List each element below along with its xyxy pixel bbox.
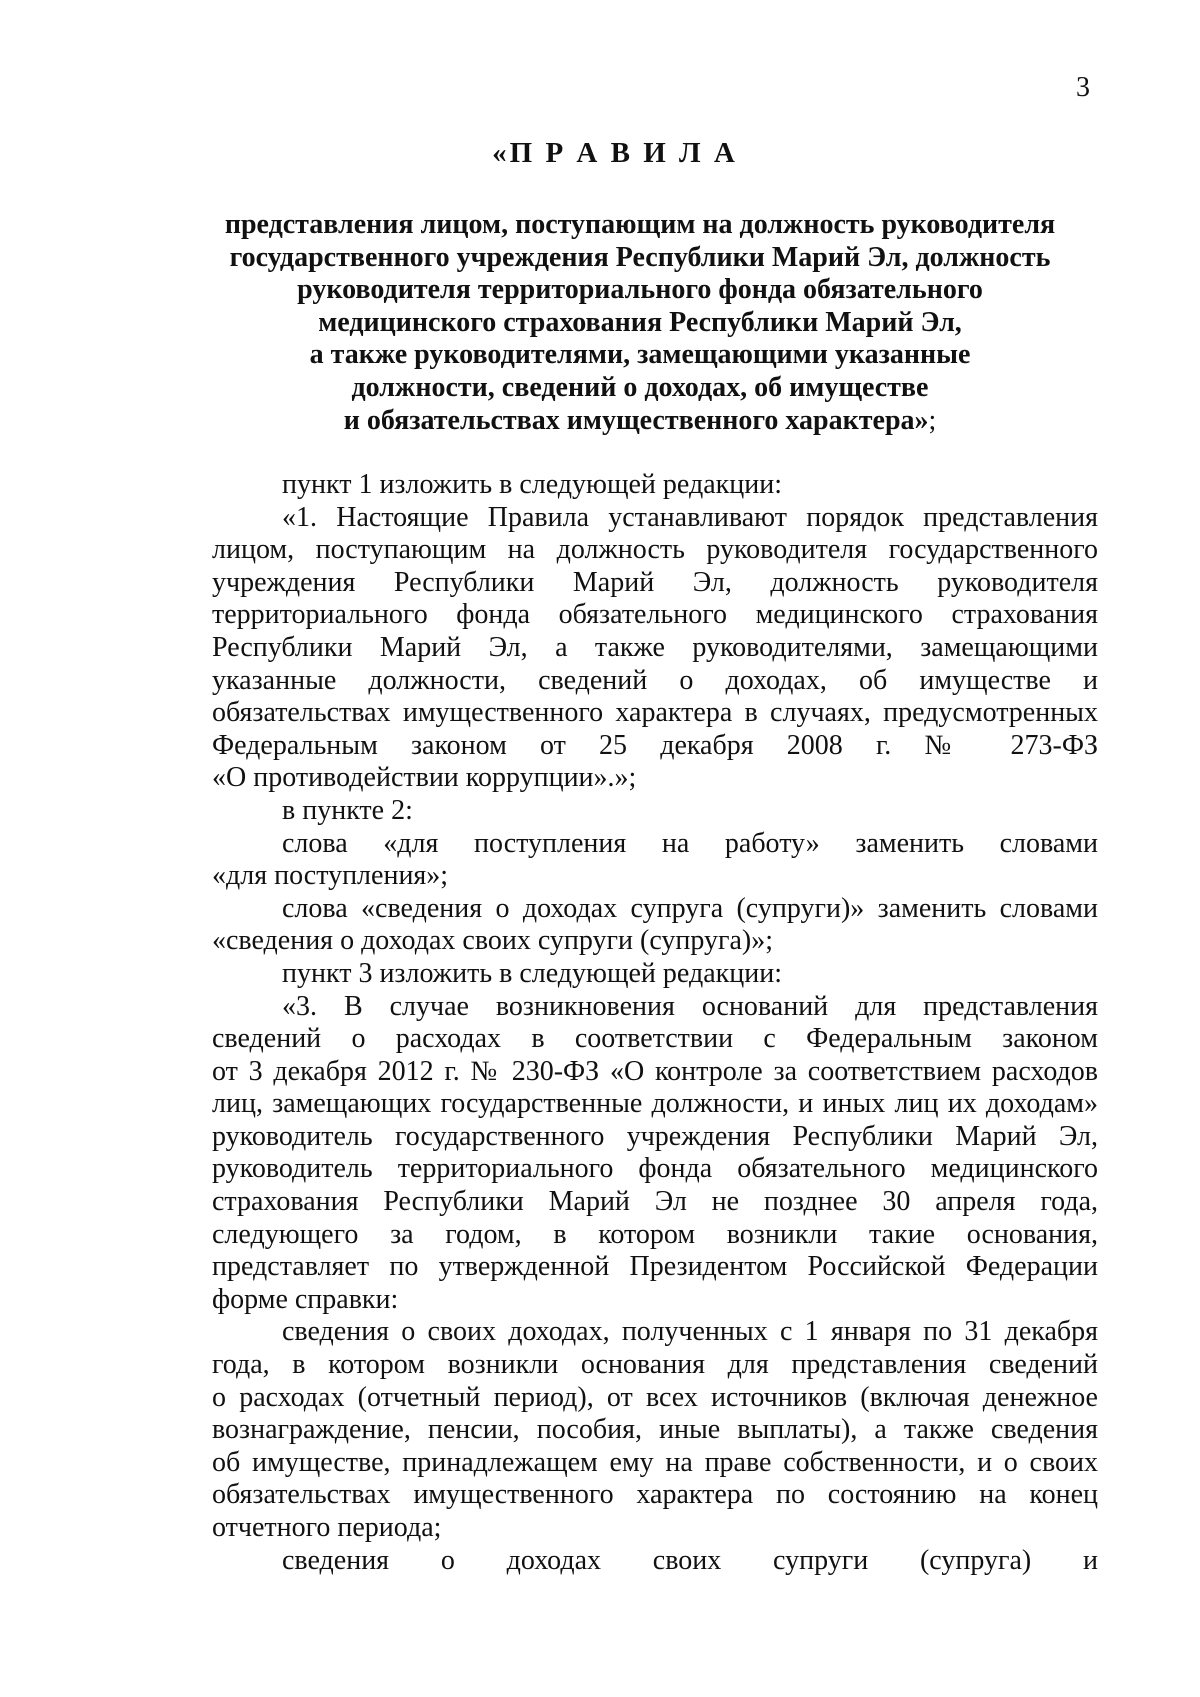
body-line: от 3 декабря 2012 г. № 230-ФЗ «О контроле за соответствием расходов bbox=[212, 1055, 1098, 1087]
document-title: «П Р А В И Л А bbox=[492, 137, 738, 169]
body-line: года, в котором возникли основания для представления сведений bbox=[212, 1349, 1098, 1381]
subtitle-line: медицинского страхования Республики Марий Эл, bbox=[318, 306, 962, 338]
body-line: в пункте 2: bbox=[282, 794, 413, 826]
body-line: сведений о расходах в соответствии с Федеральным законом bbox=[212, 1023, 1098, 1055]
body-line: отчетного периода; bbox=[212, 1512, 442, 1543]
body-line: «сведения о доходах своих супруги (супруга)»; bbox=[212, 925, 774, 957]
document-subtitle bbox=[200, 209, 1080, 437]
body-line: «1. Настоящие Правила устанавливают порядок представления bbox=[282, 501, 1098, 533]
body-line: пункт 1 изложить в следующей редакции: bbox=[282, 469, 782, 500]
body-line: лиц, замещающих государственные должности, и иных лиц их доходам» bbox=[212, 1088, 1098, 1120]
body-line: учреждения Республики Марий Эл, должность руководителя bbox=[212, 566, 1098, 598]
body-line: пункт 3 изложить в следующей редакции: bbox=[282, 957, 782, 989]
body-line: указанные должности, сведений о доходах, об имуществе и bbox=[212, 664, 1098, 696]
subtitle-line-text: и обязательствах имущественного характера» bbox=[343, 404, 929, 436]
body-line: страхования Республики Марий Эл не позднее 30 апреля года, bbox=[212, 1186, 1098, 1218]
subtitle-line: государственного учреждения Республики Марий Эл, должность bbox=[229, 241, 1051, 273]
body-line: вознаграждение, пенсии, пособия, иные выплаты), а также сведения bbox=[212, 1414, 1098, 1446]
document-body bbox=[212, 469, 1098, 1577]
body-line: «О противодействии коррупции».»; bbox=[212, 762, 637, 794]
subtitle-line bbox=[200, 405, 1080, 438]
body-line: представляет по утвержденной Президентом Российской Федерации bbox=[212, 1251, 1098, 1283]
body-line: сведения о своих доходах, полученных с 1 января по 31 декабря bbox=[282, 1316, 1098, 1348]
body-line: следующего за годом, в котором возникли такие основания, bbox=[212, 1218, 1098, 1250]
body-line: сведения о доходах своих супруги (супруга) и bbox=[282, 1544, 1098, 1576]
body-line: обязательствах имущественного характера по состоянию на конец bbox=[212, 1479, 1098, 1511]
subtitle-line: должности, сведений о доходах, об имуществе bbox=[351, 371, 929, 403]
body-line: руководитель территориального фонда обязательного медицинского bbox=[212, 1153, 1098, 1185]
body-line: слова «сведения о доходах супруга (супруги)» заменить словами bbox=[282, 892, 1098, 924]
page-number: 3 bbox=[1076, 72, 1090, 103]
body-line: руководитель государственного учреждения Республики Марий Эл, bbox=[212, 1120, 1098, 1152]
body-line: слова «для поступления на работу» заменить словами bbox=[282, 827, 1098, 859]
subtitle-line: руководителя территориального фонда обязательного bbox=[297, 274, 983, 306]
body-line: об имуществе, принадлежащем ему на праве собственности, и о своих bbox=[212, 1446, 1098, 1478]
body-line: о расходах (отчетный период), от всех источников (включая денежное bbox=[212, 1381, 1098, 1413]
body-line: обязательствах имущественного характера в случаях, предусмотренных bbox=[212, 697, 1098, 729]
body-line: Республики Марий Эл, а также руководителями, замещающими bbox=[212, 631, 1098, 663]
body-line: «для поступления»; bbox=[212, 860, 449, 892]
body-line: «3. В случае возникновения оснований для представления bbox=[282, 990, 1098, 1022]
body-line: Федеральным законом от 25 декабря 2008 г. № 273-ФЗ bbox=[212, 729, 1098, 761]
body-line: территориального фонда обязательного медицинского страхования bbox=[212, 599, 1098, 631]
body-line: форме справки: bbox=[212, 1283, 399, 1315]
subtitle-tail: ; bbox=[928, 404, 937, 436]
subtitle-line: представления лицом, поступающим на должность руководителя bbox=[224, 209, 1056, 240]
body-line: лицом, поступающим на должность руководителя государственного bbox=[212, 534, 1098, 566]
subtitle-line: а также руководителями, замещающими указанные bbox=[309, 339, 971, 371]
